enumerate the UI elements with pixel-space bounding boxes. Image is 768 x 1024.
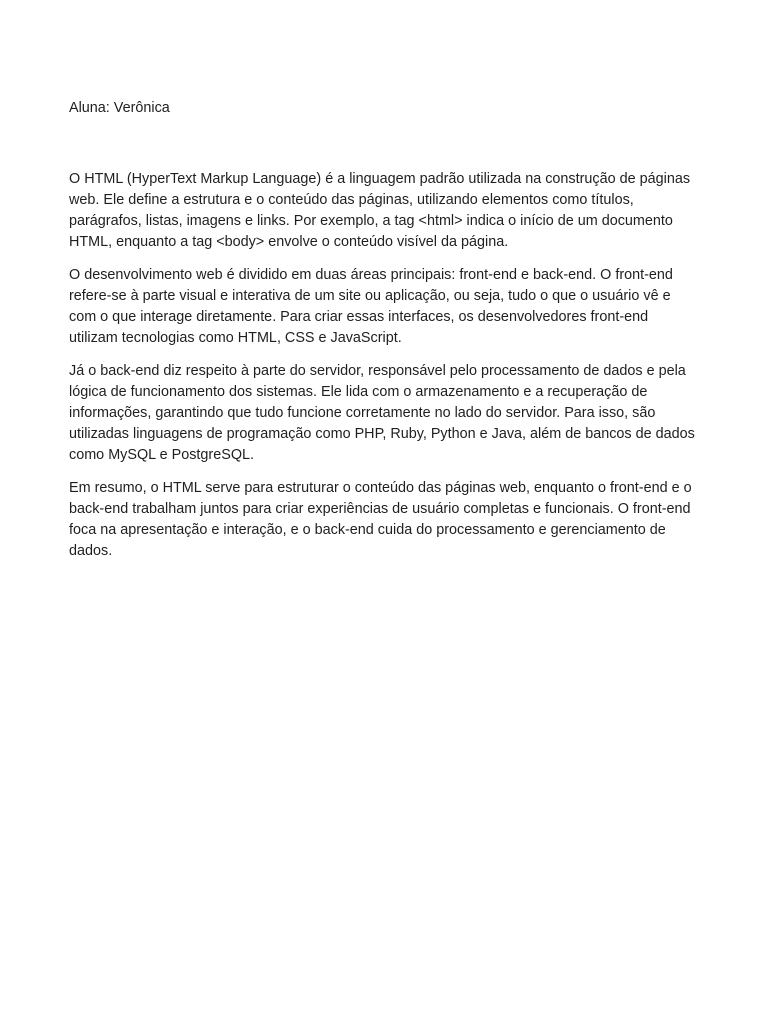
paragraph-html-intro: O HTML (HyperText Markup Language) é a linguagem padrão utilizada na construção de páginas web. Ele define a estrutura e o conteúdo das páginas, utilizando elementos como títulos, parágrafos, listas, imagens e links. Por exemplo, a tag <html> indica o início de um documento HTML, enquanto a tag <body> envolve o conteúdo visível da página. xyxy=(69,171,691,250)
student-name: Aluna: Verônica xyxy=(69,100,170,116)
paragraph-web-development: O desenvolvimento web é dividido em duas áreas principais: front-end e back-end. O front-end refere-se à parte visual e interativa de um site ou aplicação, ou seja, tudo o que o usuário vê e com o que interage diretamente. Para criar essas interfaces, os desenvolvedores front-end utilizam tecnologias como HTML, CSS e JavaScript. xyxy=(69,267,673,346)
document-body xyxy=(69,98,695,574)
paragraph-back-end: Já o back-end diz respeito à parte do servidor, responsável pelo processamento de dados e pela lógica de funcionamento dos sistemas. Ele lida com o armazenamento e a recuperação de informações, garantindo que tudo funcione corretamente no lado do servidor. Para isso, são utilizadas linguagens de programação como PHP, Ruby, Python e Java, além de bancos de dados como MySQL e PostgreSQL. xyxy=(69,363,695,463)
paragraph-summary: Em resumo, o HTML serve para estruturar o conteúdo das páginas web, enquanto o front-end e o back-end trabalham juntos para criar experiências de usuário completas e funcionais. O front-end foca na apresentação e interação, e o back-end cuida do processamento e gerenciamento de dados. xyxy=(69,480,692,559)
